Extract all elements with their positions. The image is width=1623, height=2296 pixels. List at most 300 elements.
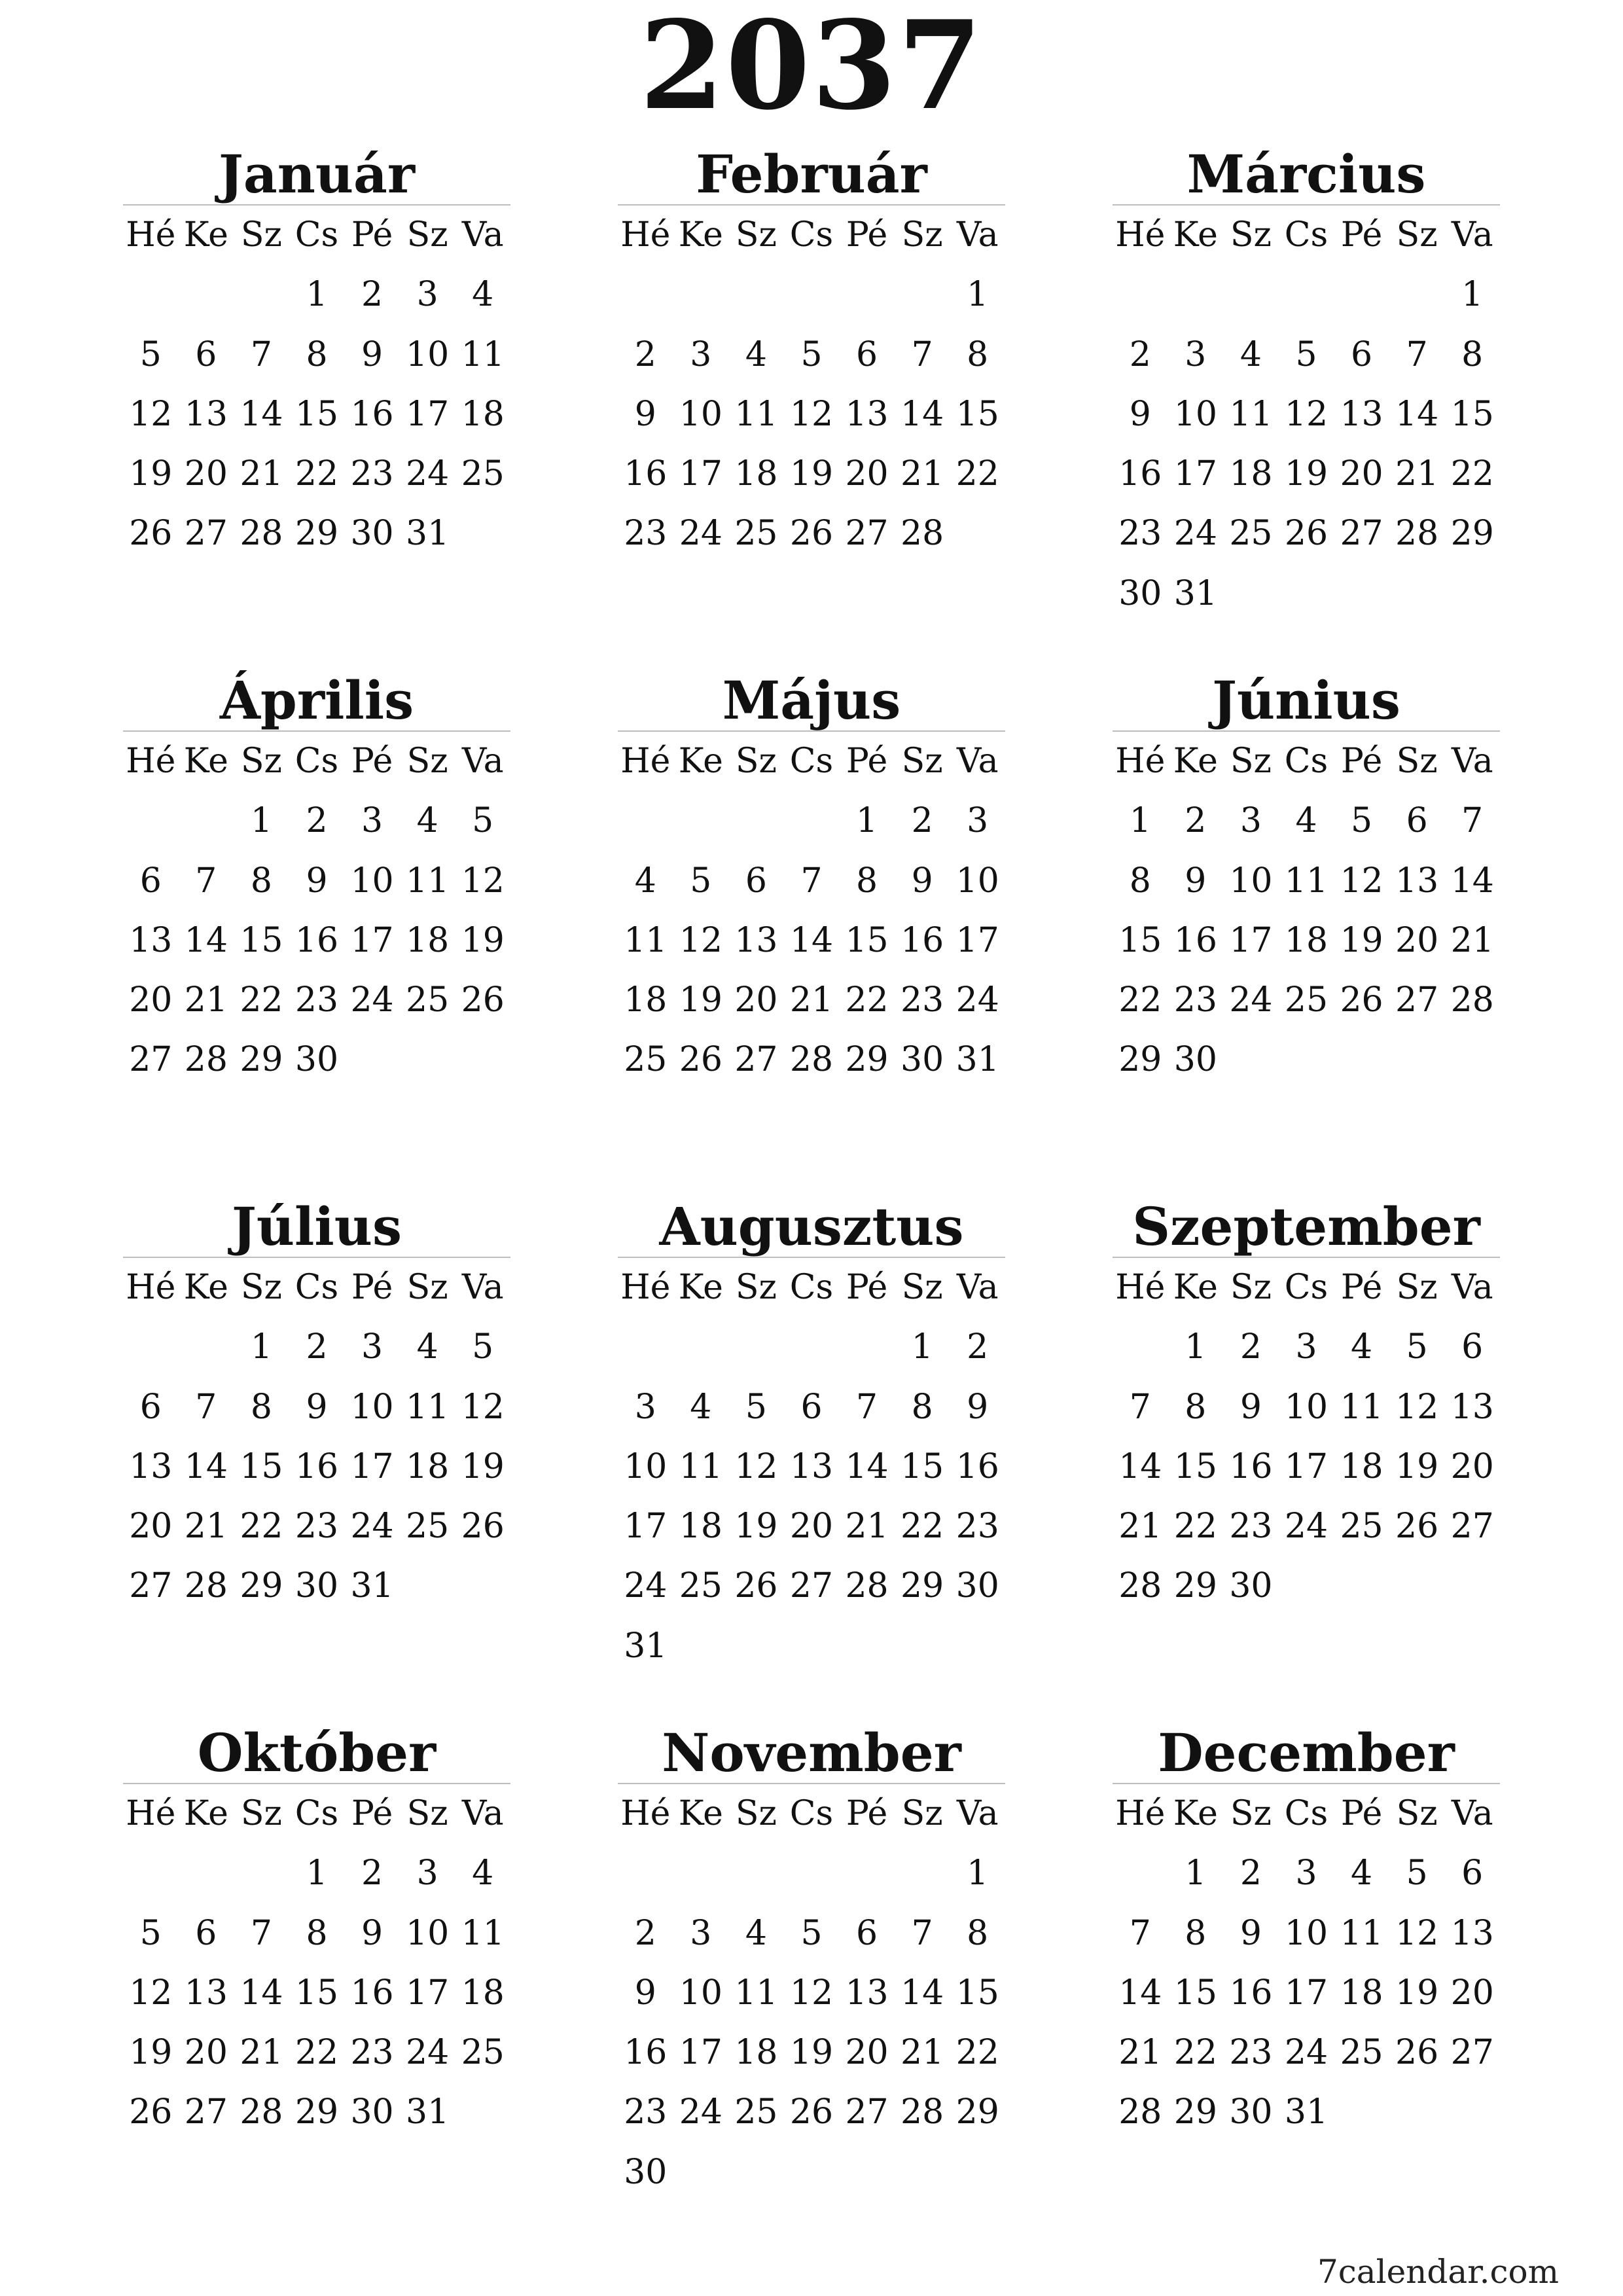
weekday-header: Hé [1115, 742, 1166, 781]
weekday-header: Va [1451, 1268, 1493, 1307]
day-cell: 1 [1461, 275, 1484, 315]
day-cell: 24 [955, 980, 999, 1020]
day-cell: 7 [1461, 801, 1484, 841]
day-cell: 7 [856, 1387, 878, 1427]
day-cell: 14 [1118, 1446, 1162, 1486]
day-cell: 18 [1284, 920, 1329, 960]
day-cell: 15 [955, 1973, 999, 2013]
day-cell: 4 [416, 801, 438, 841]
weekday-header: Sz [735, 742, 777, 781]
day-cell: 20 [129, 980, 173, 1020]
day-cell: 8 [1185, 1913, 1207, 1953]
day-cell: 24 [679, 2092, 722, 2132]
day-cell: 25 [1229, 514, 1273, 554]
day-cell: 28 [789, 1040, 834, 1080]
weekday-header: Hé [126, 742, 176, 781]
day-cell: 26 [789, 514, 834, 554]
month-1 [123, 137, 510, 564]
day-cell: 12 [461, 861, 505, 901]
empty-cell [123, 1318, 179, 1377]
day-cell: 26 [1284, 514, 1329, 554]
day-cell: 29 [955, 2092, 999, 2132]
day-cell: 13 [184, 1973, 228, 2013]
day-cell: 8 [250, 861, 272, 901]
day-cell: 3 [1185, 334, 1207, 374]
empty-cell [784, 265, 840, 325]
day-cell: 19 [1340, 920, 1383, 960]
day-cell: 19 [1284, 454, 1329, 494]
weekday-header: Ke [183, 215, 228, 255]
day-cell: 6 [195, 334, 217, 374]
month-title: Június [1113, 664, 1500, 732]
weekday-header: Sz [735, 1794, 777, 1833]
day-cell: 15 [1173, 1446, 1217, 1486]
day-cell: 21 [901, 2033, 944, 2073]
day-cell: 12 [789, 1973, 834, 2013]
day-cell: 22 [294, 2033, 339, 2073]
weekday-header: Pé [846, 742, 888, 781]
month-grid [123, 1784, 510, 2143]
day-cell: 20 [1450, 1446, 1494, 1486]
weekday-header: Sz [240, 1794, 282, 1833]
weekday-header: Va [461, 1268, 504, 1307]
day-cell: 9 [361, 1913, 383, 1953]
day-cell: 1 [911, 1327, 933, 1367]
weekday-header: Sz [406, 215, 448, 255]
month-grid [618, 732, 1005, 1090]
day-cell: 23 [350, 2033, 394, 2073]
day-cell: 18 [624, 980, 668, 1020]
day-cell: 31 [406, 514, 450, 554]
day-cell: 30 [901, 1040, 944, 1080]
day-cell: 13 [845, 1973, 889, 2013]
weekday-header: Ke [678, 742, 723, 781]
day-cell: 28 [845, 1566, 889, 1606]
weekday-header: Va [956, 1268, 999, 1307]
day-cell: 4 [416, 1327, 438, 1367]
day-cell: 17 [1173, 454, 1217, 494]
day-cell: 24 [350, 980, 394, 1020]
day-cell: 15 [294, 1973, 339, 2013]
day-cell: 17 [955, 920, 999, 960]
month-title: Október [123, 1716, 510, 1784]
day-cell: 19 [679, 980, 722, 1020]
day-cell: 26 [1340, 980, 1383, 1020]
day-cell: 3 [416, 275, 438, 315]
day-cell: 1 [306, 1854, 328, 1893]
empty-cell [618, 1844, 673, 1903]
day-cell: 20 [129, 1507, 173, 1547]
day-cell: 12 [1284, 394, 1329, 434]
month-grid [1113, 206, 1500, 624]
day-cell: 30 [350, 2092, 394, 2132]
day-cell: 14 [184, 1446, 228, 1486]
day-cell: 5 [1406, 1854, 1428, 1893]
day-cell: 30 [294, 1040, 339, 1080]
day-cell: 23 [350, 454, 394, 494]
empty-cell [728, 791, 784, 851]
day-cell: 7 [1129, 1913, 1151, 1953]
weekday-header: Cs [294, 215, 339, 255]
weekday-header: Sz [1230, 742, 1272, 781]
weekday-header: Hé [1115, 1794, 1166, 1833]
day-cell: 26 [1395, 1507, 1439, 1547]
day-cell: 2 [634, 334, 656, 374]
weekday-header: Hé [620, 1268, 671, 1307]
day-cell: 26 [129, 514, 173, 554]
day-cell: 16 [624, 454, 668, 494]
weekday-header: Cs [1284, 742, 1329, 781]
weekday-header: Ke [678, 215, 723, 255]
day-cell: 31 [624, 1626, 668, 1666]
day-cell: 28 [240, 2092, 283, 2132]
day-cell: 8 [967, 334, 989, 374]
empty-cell [179, 791, 234, 851]
day-cell: 26 [461, 980, 505, 1020]
empty-cell [179, 265, 234, 325]
day-cell: 19 [789, 2033, 834, 2073]
day-cell: 7 [250, 1913, 272, 1953]
weekday-header: Sz [1230, 215, 1272, 255]
day-cell: 25 [1284, 980, 1329, 1020]
day-cell: 2 [634, 1913, 656, 1953]
weekday-header: Va [956, 1794, 999, 1833]
weekday-header: Va [1451, 1794, 1493, 1833]
day-cell: 9 [361, 334, 383, 374]
day-cell: 3 [1240, 801, 1262, 841]
day-cell: 12 [1395, 1913, 1439, 1953]
day-cell: 5 [1406, 1327, 1428, 1367]
day-cell: 27 [1395, 980, 1439, 1020]
day-cell: 10 [350, 1387, 394, 1427]
weekday-header: Sz [735, 215, 777, 255]
day-cell: 13 [129, 920, 173, 960]
day-cell: 14 [901, 1973, 944, 2013]
day-cell: 3 [361, 1327, 383, 1367]
day-cell: 29 [901, 1566, 944, 1606]
weekday-header: Ke [1173, 1268, 1218, 1307]
day-cell: 8 [856, 861, 878, 901]
day-cell: 1 [1185, 1854, 1207, 1893]
weekday-header: Sz [901, 742, 943, 781]
day-cell: 10 [1284, 1387, 1329, 1427]
day-cell: 22 [294, 454, 339, 494]
day-cell: 13 [1340, 394, 1383, 434]
weekday-header: Cs [294, 1268, 339, 1307]
day-cell: 21 [1118, 1507, 1162, 1547]
day-cell: 15 [1118, 920, 1162, 960]
day-cell: 30 [1229, 1566, 1273, 1606]
day-cell: 6 [856, 1913, 878, 1953]
weekday-header: Sz [901, 1268, 943, 1307]
day-cell: 17 [350, 920, 394, 960]
day-cell: 20 [845, 454, 889, 494]
day-cell: 29 [845, 1040, 889, 1080]
day-cell: 2 [1185, 801, 1207, 841]
day-cell: 15 [901, 1446, 944, 1486]
day-cell: 22 [1450, 454, 1494, 494]
weekday-header: Hé [126, 215, 176, 255]
day-cell: 22 [955, 454, 999, 494]
empty-cell [123, 1844, 179, 1903]
weekday-header: Hé [620, 215, 671, 255]
month-title: Szeptember [1113, 1190, 1500, 1258]
day-cell: 9 [634, 1973, 656, 2013]
day-cell: 20 [734, 980, 778, 1020]
weekday-header: Va [956, 215, 999, 255]
day-cell: 27 [1450, 2033, 1494, 2073]
day-cell: 23 [1118, 514, 1162, 554]
weekday-header: Cs [789, 1794, 834, 1833]
day-cell: 11 [461, 334, 505, 374]
day-cell: 16 [350, 394, 394, 434]
weekday-header: Hé [126, 1268, 176, 1307]
weekday-header: Ke [678, 1268, 723, 1307]
day-cell: 28 [1450, 980, 1494, 1020]
day-cell: 7 [250, 334, 272, 374]
day-cell: 20 [789, 1507, 834, 1547]
day-cell: 20 [1340, 454, 1383, 494]
day-cell: 28 [1118, 1566, 1162, 1606]
weekday-header: Pé [1340, 1268, 1383, 1307]
day-cell: 24 [679, 514, 722, 554]
weekday-header: Pé [351, 1794, 393, 1833]
day-cell: 7 [1129, 1387, 1151, 1427]
day-cell: 10 [406, 1913, 450, 1953]
empty-cell [839, 1844, 895, 1903]
day-cell: 6 [1461, 1327, 1484, 1367]
empty-cell [673, 1844, 729, 1903]
month-11 [618, 1716, 1005, 2202]
day-cell: 19 [789, 454, 834, 494]
day-cell: 2 [306, 801, 328, 841]
day-cell: 23 [1173, 980, 1217, 1020]
day-cell: 13 [1450, 1913, 1494, 1953]
day-cell: 7 [800, 861, 823, 901]
day-cell: 8 [306, 334, 328, 374]
empty-cell [784, 1318, 840, 1377]
day-cell: 18 [461, 394, 505, 434]
month-grid [1113, 1784, 1500, 2143]
day-cell: 23 [901, 980, 944, 1020]
day-cell: 9 [306, 1387, 328, 1427]
day-cell: 19 [1395, 1973, 1439, 2013]
day-cell: 4 [745, 1913, 767, 1953]
month-4 [123, 664, 510, 1090]
day-cell: 27 [789, 1566, 834, 1606]
day-cell: 2 [911, 801, 933, 841]
weekday-header: Cs [294, 1794, 339, 1833]
day-cell: 7 [1406, 334, 1428, 374]
empty-cell [1389, 265, 1445, 325]
day-cell: 8 [967, 1913, 989, 1953]
day-cell: 15 [1450, 394, 1494, 434]
day-cell: 18 [1340, 1446, 1383, 1486]
month-title: Április [123, 664, 510, 732]
day-cell: 2 [306, 1327, 328, 1367]
day-cell: 18 [734, 2033, 778, 2073]
empty-cell [618, 1318, 673, 1377]
day-cell: 24 [1173, 514, 1217, 554]
empty-cell [728, 1844, 784, 1903]
day-cell: 5 [1295, 334, 1317, 374]
day-cell: 3 [690, 1913, 712, 1953]
weekday-header: Va [1451, 215, 1493, 255]
weekday-header: Hé [620, 742, 671, 781]
day-cell: 2 [361, 1854, 383, 1893]
day-cell: 21 [240, 2033, 283, 2073]
day-cell: 29 [240, 1040, 283, 1080]
empty-cell [1334, 265, 1389, 325]
month-grid [618, 1258, 1005, 1676]
month-8 [618, 1190, 1005, 1676]
empty-cell [673, 1318, 729, 1377]
day-cell: 27 [129, 1566, 173, 1606]
weekday-header: Pé [846, 1794, 888, 1833]
day-cell: 21 [184, 1507, 228, 1547]
day-cell: 13 [734, 920, 778, 960]
weekday-header: Pé [1340, 215, 1383, 255]
day-cell: 11 [1229, 394, 1273, 434]
day-cell: 16 [624, 2033, 668, 2073]
day-cell: 26 [461, 1507, 505, 1547]
day-cell: 13 [129, 1446, 173, 1486]
weekday-header: Ke [183, 742, 228, 781]
weekday-header: Sz [1396, 1794, 1438, 1833]
day-cell: 16 [294, 920, 339, 960]
day-cell: 23 [1229, 1507, 1273, 1547]
day-cell: 21 [1118, 2033, 1162, 2073]
day-cell: 16 [901, 920, 944, 960]
day-cell: 27 [845, 2092, 889, 2132]
day-cell: 10 [624, 1446, 668, 1486]
day-cell: 9 [1185, 861, 1207, 901]
day-cell: 5 [800, 1913, 823, 1953]
day-cell: 21 [901, 454, 944, 494]
day-cell: 1 [967, 1854, 989, 1893]
day-cell: 23 [294, 980, 339, 1020]
day-cell: 22 [845, 980, 889, 1020]
day-cell: 24 [624, 1566, 668, 1606]
weekday-header: Sz [1396, 215, 1438, 255]
day-cell: 28 [901, 514, 944, 554]
day-cell: 7 [195, 1387, 217, 1427]
day-cell: 3 [690, 334, 712, 374]
weekday-header: Ke [183, 1794, 228, 1833]
day-cell: 29 [294, 2092, 339, 2132]
day-cell: 5 [139, 334, 162, 374]
month-grid [123, 732, 510, 1090]
day-cell: 2 [1240, 1327, 1262, 1367]
day-cell: 6 [139, 1387, 162, 1427]
month-9 [1113, 1190, 1500, 1617]
day-cell: 16 [1173, 920, 1217, 960]
day-cell: 23 [294, 1507, 339, 1547]
weekday-header: Pé [351, 215, 393, 255]
empty-cell [673, 265, 729, 325]
day-cell: 7 [911, 334, 933, 374]
day-cell: 20 [1450, 1973, 1494, 2013]
weekday-header: Sz [1230, 1794, 1272, 1833]
weekday-header: Hé [126, 1794, 176, 1833]
day-cell: 22 [955, 2033, 999, 2073]
day-cell: 12 [461, 1387, 505, 1427]
day-cell: 6 [195, 1913, 217, 1953]
day-cell: 3 [416, 1854, 438, 1893]
day-cell: 24 [406, 454, 450, 494]
day-cell: 15 [955, 394, 999, 434]
day-cell: 20 [1395, 920, 1439, 960]
day-cell: 16 [1229, 1973, 1273, 2013]
day-cell: 21 [184, 980, 228, 1020]
day-cell: 31 [955, 1040, 999, 1080]
empty-cell [123, 791, 179, 851]
day-cell: 12 [129, 394, 173, 434]
day-cell: 21 [789, 980, 834, 1020]
day-cell: 4 [472, 275, 494, 315]
weekday-header: Cs [789, 1268, 834, 1307]
weekday-header: Pé [846, 1268, 888, 1307]
empty-cell [618, 265, 673, 325]
day-cell: 28 [240, 514, 283, 554]
day-cell: 23 [955, 1507, 999, 1547]
day-cell: 17 [679, 454, 722, 494]
day-cell: 6 [1406, 801, 1428, 841]
day-cell: 4 [1295, 801, 1317, 841]
day-cell: 31 [406, 2092, 450, 2132]
day-cell: 4 [1240, 334, 1262, 374]
day-cell: 17 [406, 1973, 450, 2013]
weekday-header: Va [461, 1794, 504, 1833]
day-cell: 30 [294, 1566, 339, 1606]
month-title: Július [123, 1190, 510, 1258]
day-cell: 18 [406, 1446, 450, 1486]
day-cell: 22 [1173, 2033, 1217, 2073]
day-cell: 15 [294, 394, 339, 434]
weekday-header: Sz [406, 1794, 448, 1833]
empty-cell [1279, 265, 1334, 325]
day-cell: 30 [955, 1566, 999, 1606]
day-cell: 17 [406, 394, 450, 434]
weekday-header: Sz [1396, 1268, 1438, 1307]
day-cell: 27 [184, 2092, 228, 2132]
month-grid [123, 1258, 510, 1617]
day-cell: 4 [690, 1387, 712, 1427]
day-cell: 30 [1173, 1040, 1217, 1080]
day-cell: 10 [406, 334, 450, 374]
day-cell: 3 [1295, 1327, 1317, 1367]
day-cell: 18 [679, 1507, 722, 1547]
day-cell: 5 [1351, 801, 1373, 841]
day-cell: 28 [184, 1040, 228, 1080]
day-cell: 19 [1395, 1446, 1439, 1486]
month-title: November [618, 1716, 1005, 1784]
day-cell: 1 [306, 275, 328, 315]
day-cell: 8 [1129, 861, 1151, 901]
weekday-header: Ke [1173, 1794, 1218, 1833]
empty-cell [123, 265, 179, 325]
weekday-header: Sz [240, 742, 282, 781]
day-cell: 12 [679, 920, 722, 960]
day-cell: 16 [1229, 1446, 1273, 1486]
day-cell: 23 [1229, 2033, 1273, 2073]
day-cell: 11 [1340, 1387, 1383, 1427]
empty-cell [234, 265, 289, 325]
day-cell: 18 [406, 920, 450, 960]
day-cell: 17 [1284, 1973, 1329, 2013]
empty-cell [1223, 265, 1279, 325]
day-cell: 14 [789, 920, 834, 960]
